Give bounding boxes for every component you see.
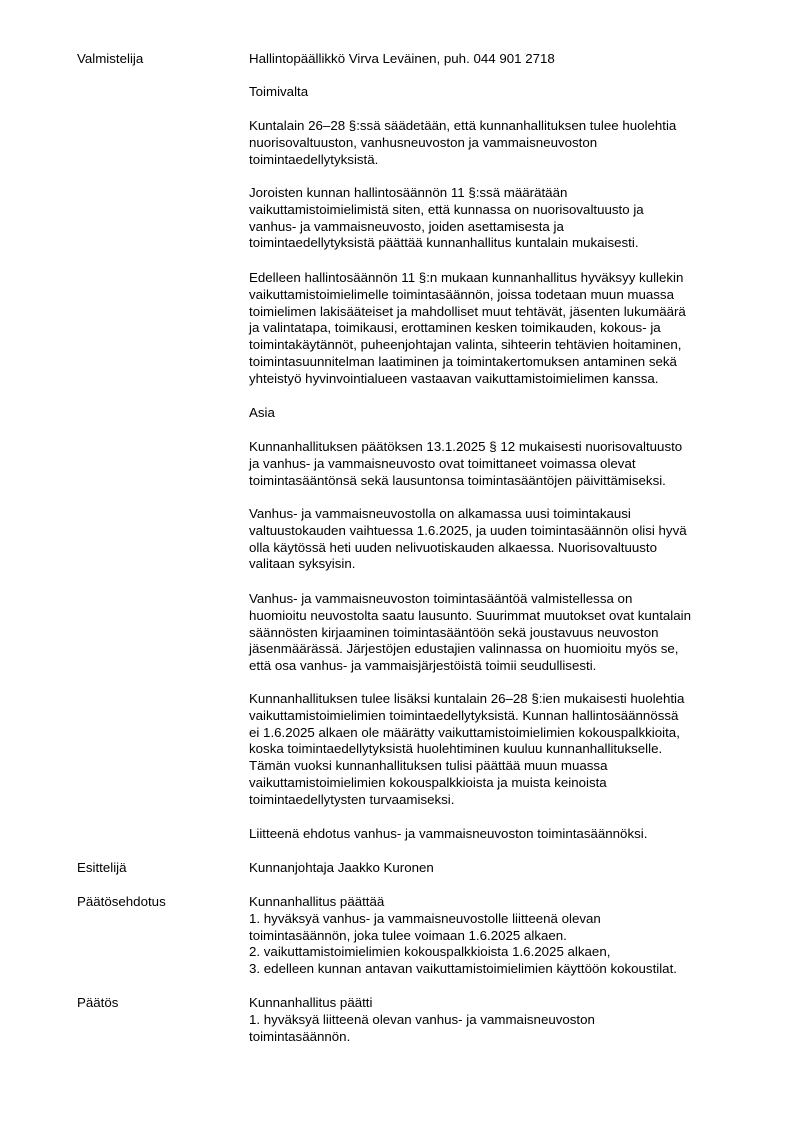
asia-heading [249, 405, 749, 422]
paragraph-line: nuorisovaltuuston, vanhusneuvoston ja vammaisneuvoston [249, 134, 598, 150]
toimivalta-paragraph-3 [249, 270, 749, 388]
esittelija-text: Kunnanjohtaja Jaakko Kuronen [249, 860, 434, 875]
paragraph-line: ei 1.6.2025 alkaen ole määrätty vaikuttamistoimielimien kokouspalkkioita, [249, 724, 680, 740]
paatosehdotus-label: Päätösehdotus [77, 894, 166, 909]
paragraph-line: säännösten kirjaaminen toimintasääntöön sekä joustavuus neuvoston [249, 624, 659, 640]
paragraph-line: toimintakäytännöt, puheenjohtajan valinta, sihteerin tehtävien hoitaminen, [249, 337, 682, 353]
asia-paragraph-4 [249, 691, 749, 809]
paragraph-line: valitaan syksyisin. [249, 556, 356, 572]
paragraph-line: jäsenmäärässä. Järjestöjen edustajien valinnassa on huomioitu myös se, [249, 641, 679, 657]
section-heading: Asia [249, 405, 275, 420]
asia-paragraph-2 [249, 506, 749, 573]
paragraph-line: toimielimen lakisääteiset ja mahdolliset muut tehtävät, jäsenten lukumäärä [249, 303, 686, 319]
paatosehdotus-content [249, 894, 749, 978]
paragraph-line: huomioitu neuvostolta saatu lausunto. Suurimmat muutokset ovat kuntalain [249, 607, 692, 623]
proposal-line: 3. edelleen kunnan antavan vaikuttamistoimielimien käyttöön kokoustilat. [249, 961, 677, 977]
paragraph-line: vanhus- ja vammaisneuvosto, joiden asettamisesta ja [249, 218, 564, 234]
paragraph-line: Kuntalain 26–28 §:ssä säädetään, että kunnanhallituksen tulee huolehtia [249, 118, 677, 133]
paragraph-line: vaikuttamistoimielimien toimintaedellytyksistä. Kunnan hallintosäännössä [249, 707, 679, 723]
proposal-line: toimintasäännön, joka tulee voimaan 1.6.2025 alkaen. [249, 927, 567, 943]
paatos-content [249, 995, 749, 1045]
section-heading: Toimivalta [249, 84, 309, 99]
decision-line: 1. hyväksyä liitteenä olevan vanhus- ja vammaisneuvoston [249, 1011, 595, 1027]
paragraph-line: ja vanhus- ja vammaisneuvosto ovat toimittaneet voimassa olevat [249, 455, 636, 471]
paragraph-line: vaikuttamistoimielimelle toimintasäännön, joissa todetaan muun muassa [249, 286, 674, 302]
proposal-line: 2. vaikuttamistoimielimien kokouspalkkioista 1.6.2025 alkaen, [249, 944, 611, 960]
toimivalta-paragraph-1 [249, 118, 749, 168]
asia-paragraph-3 [249, 591, 749, 675]
paragraph-line: Vanhus- ja vammaisneuvostolla on alkamassa uusi toimintakausi [249, 506, 631, 521]
paragraph-line: toimintaedellytyksistä päättää kunnanhallitus kuntalain mukaisesti. [249, 235, 639, 251]
paragraph-line: olla käytössä heti uuden nelivuotiskauden alkaessa. Nuorisovaltuusto [249, 539, 658, 555]
paragraph-line: toimintaedellytysten turvaamiseksi. [249, 791, 455, 807]
toimivalta-paragraph-2 [249, 185, 749, 252]
valmistelija-text: Hallintopäällikkö Virva Leväinen, puh. 044 901 2718 [249, 51, 555, 66]
paragraph-line: yhteistyö hyvinvointialueen vastaavan vaikuttamistoimielimen kanssa. [249, 370, 659, 386]
paragraph-line: vaikuttamistoimielimien kokouspalkkioista ja muista keinoista [249, 774, 607, 790]
asia-paragraph-1 [249, 439, 749, 489]
paragraph-line: vaikuttamistoimielimistä siten, että kunnassa on nuorisovaltuusto ja [249, 201, 644, 217]
paragraph-line: Vanhus- ja vammaisneuvoston toimintasääntöä valmistellessa on [249, 591, 633, 606]
proposal-line: 1. hyväksyä vanhus- ja vammaisneuvostolle liitteenä olevan [249, 910, 601, 926]
paragraph-line: toimintaedellytyksistä. [249, 151, 379, 167]
paragraph-line: valtuustokauden vaihtuessa 1.6.2025, ja uuden toimintasäännön olisi hyvä [249, 522, 687, 538]
paragraph-line: että osa vanhus- ja vammaisjärjestöistä toimii seudullisesti. [249, 658, 597, 674]
paragraph-line: Kunnanhallituksen tulee lisäksi kuntalain 26–28 §:ien mukaisesti huolehtia [249, 691, 685, 706]
paragraph-line: Tämän vuoksi kunnanhallituksen tulisi päättää muun muassa [249, 758, 608, 774]
paatos-label: Päätös [77, 995, 119, 1010]
esittelija-label: Esittelijä [77, 860, 127, 875]
proposal-line: Kunnanhallitus päättää [249, 894, 385, 909]
asia-paragraph-5 [249, 826, 749, 843]
paragraph-line: Edelleen hallintosäännön 11 §:n mukaan kunnanhallitus hyväksyy kullekin [249, 270, 684, 285]
paragraph-line: Kunnanhallituksen päätöksen 13.1.2025 § 12 mukaisesti nuorisovaltuusto [249, 439, 683, 454]
decision-line: toimintasäännön. [249, 1028, 351, 1044]
paragraph-line: koska toimintaedellytyksistä huolehtiminen kuuluu kunnanhallitukselle. [249, 741, 663, 757]
toimivalta-heading [249, 84, 749, 101]
paragraph-line: ja valintatapa, toimikausi, erottaminen kesken toimikauden, kokous- ja [249, 320, 661, 336]
paragraph-line: toimintasuunnitelman laatiminen ja toimintakertomuksen antaminen sekä [249, 353, 677, 369]
paragraph-line: Joroisten kunnan hallintosäännön 11 §:ssä määrätään [249, 185, 568, 200]
decision-line: Kunnanhallitus päätti [249, 995, 373, 1010]
paragraph-line: toimintasääntönsä sekä lausuntonsa toimintasääntöjen päivittämiseksi. [249, 472, 666, 488]
paragraph-line: Liitteenä ehdotus vanhus- ja vammaisneuvoston toimintasäännöksi. [249, 826, 648, 841]
valmistelija-label: Valmistelija [77, 51, 144, 66]
